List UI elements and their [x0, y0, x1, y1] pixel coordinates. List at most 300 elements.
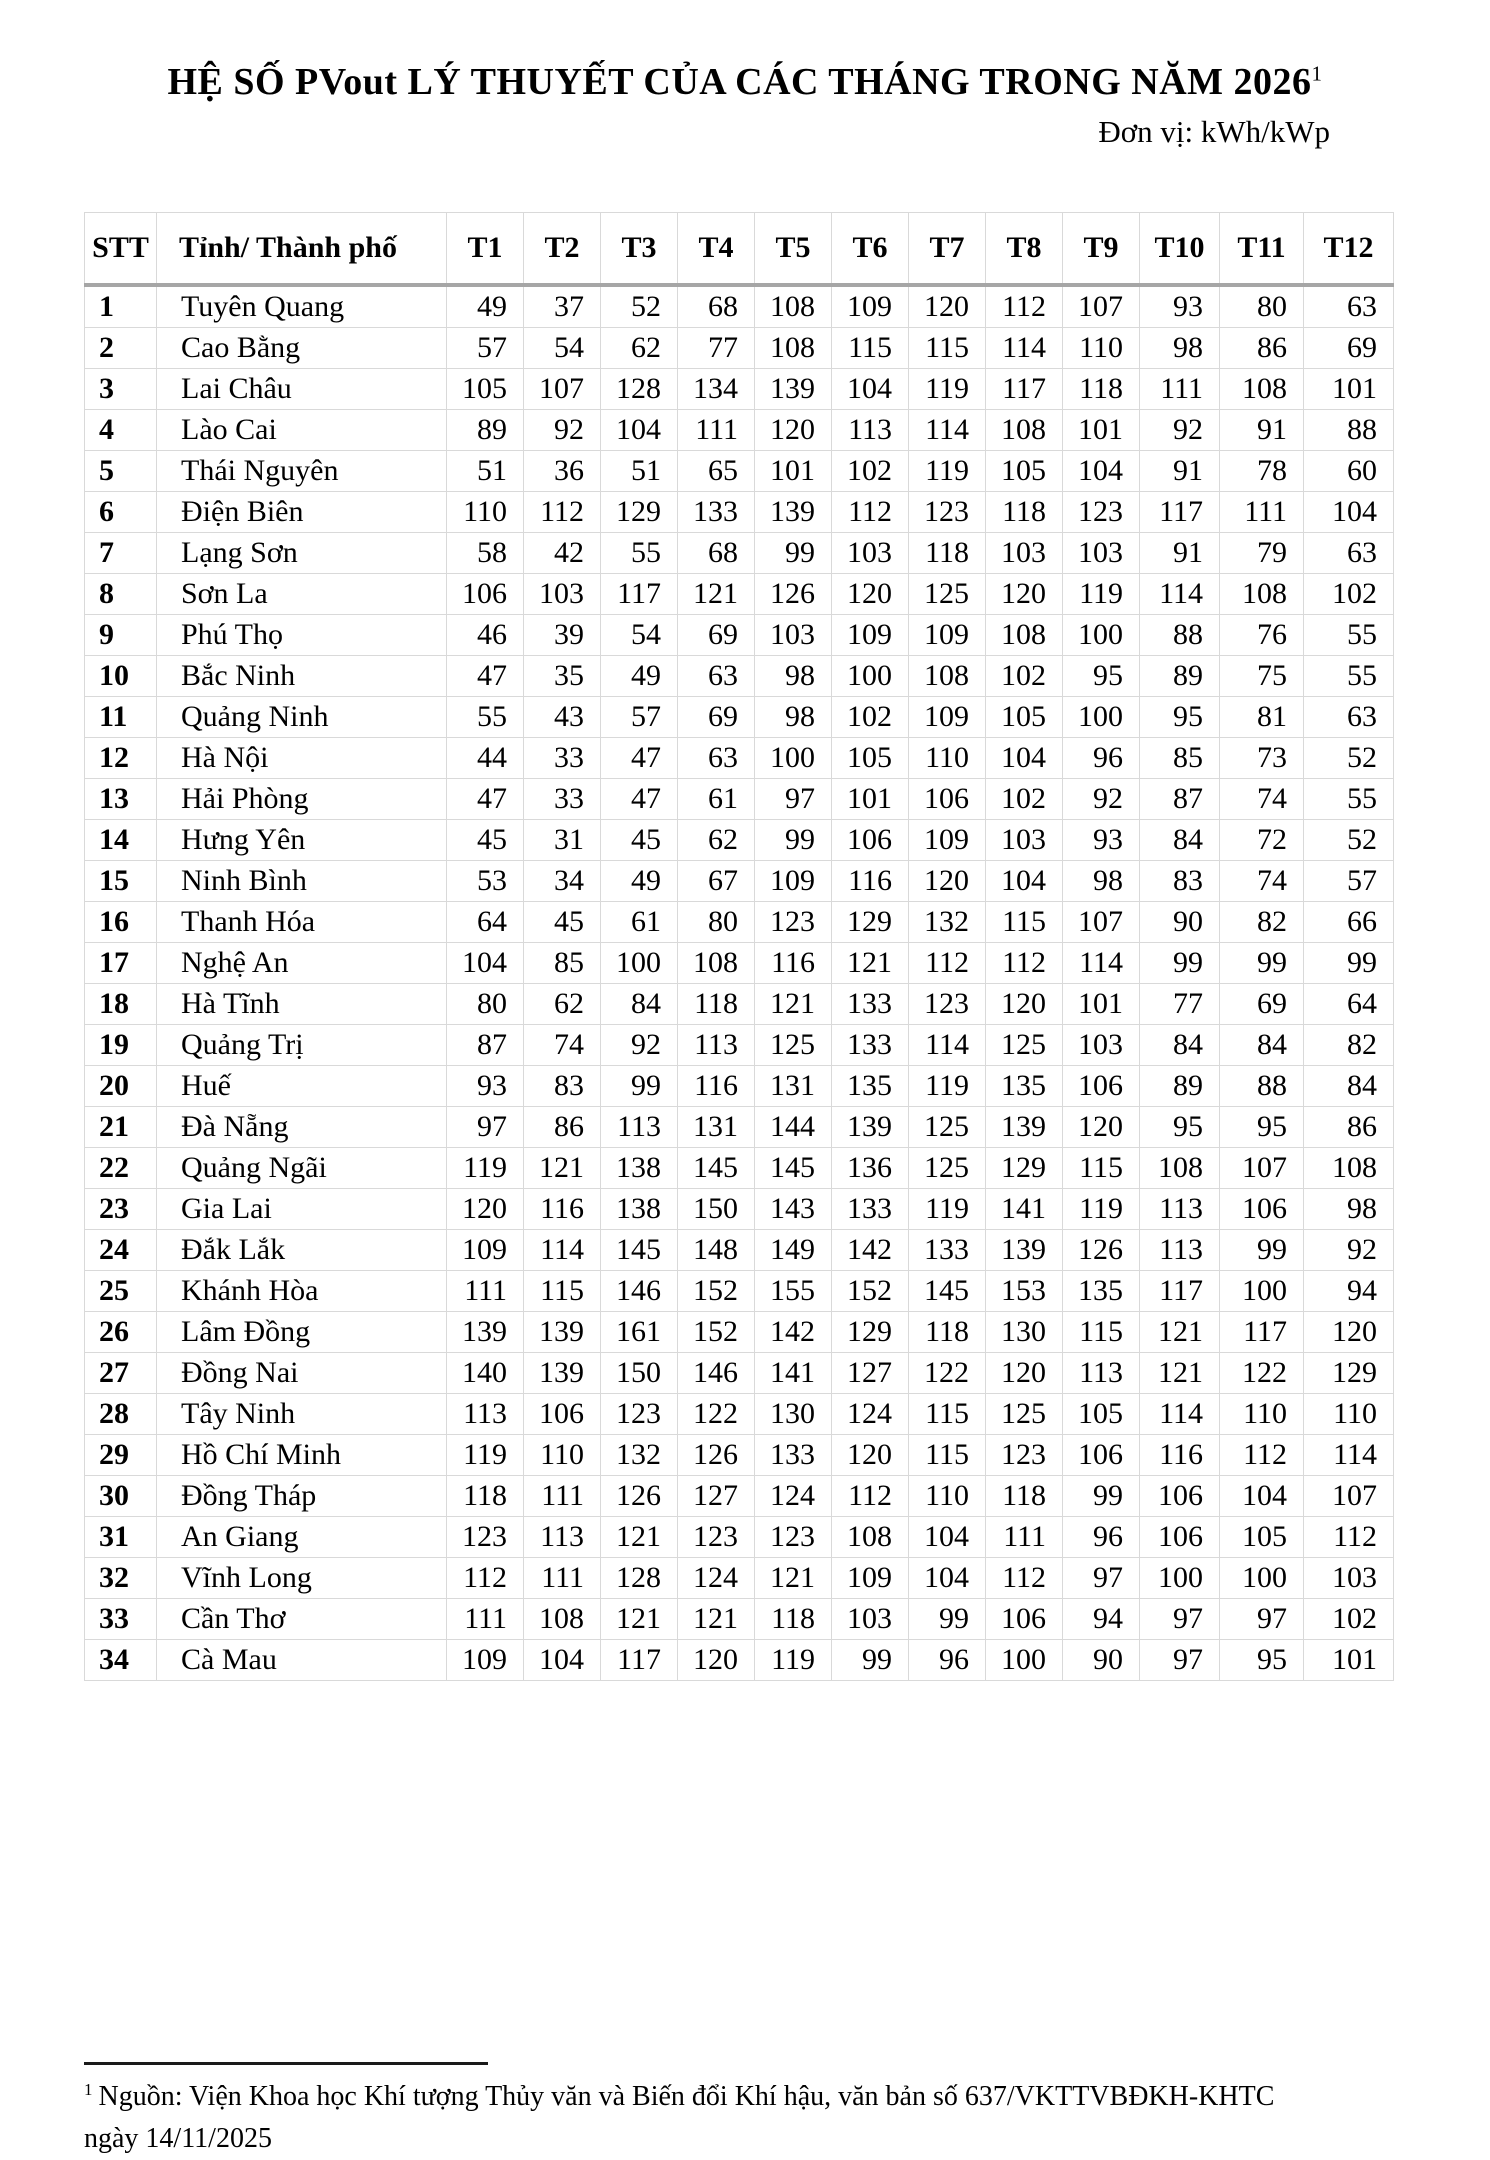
value-t1: 113: [447, 1394, 524, 1435]
value-t10: 99: [1140, 943, 1220, 984]
value-t3: 117: [601, 1640, 678, 1681]
value-t10: 97: [1140, 1599, 1220, 1640]
value-t11: 91: [1220, 410, 1304, 451]
value-t4: 69: [678, 697, 755, 738]
province-name: Đồng Nai: [157, 1353, 447, 1394]
value-t4: 152: [678, 1271, 755, 1312]
value-t7: 109: [909, 697, 986, 738]
value-t12: 103: [1304, 1558, 1394, 1599]
footnote-marker: 1: [84, 2079, 93, 2099]
value-t11: 78: [1220, 451, 1304, 492]
value-t1: 123: [447, 1517, 524, 1558]
value-t6: 103: [832, 1599, 909, 1640]
value-t4: 121: [678, 1599, 755, 1640]
value-t1: 140: [447, 1353, 524, 1394]
value-t10: 106: [1140, 1476, 1220, 1517]
value-t9: 96: [1063, 738, 1140, 779]
value-t3: 117: [601, 574, 678, 615]
row-number: 14: [85, 820, 157, 861]
value-t10: 89: [1140, 1066, 1220, 1107]
value-t9: 118: [1063, 369, 1140, 410]
column-header-t7: T7: [909, 213, 986, 286]
table-row: [85, 1353, 1394, 1394]
value-t5: 97: [755, 779, 832, 820]
value-t2: 108: [524, 1599, 601, 1640]
value-t9: 90: [1063, 1640, 1140, 1681]
value-t8: 130: [986, 1312, 1063, 1353]
value-t7: 119: [909, 451, 986, 492]
column-header-t10: T10: [1140, 213, 1220, 286]
table-row: [85, 1476, 1394, 1517]
value-t3: 121: [601, 1517, 678, 1558]
row-number: 29: [85, 1435, 157, 1476]
value-t9: 93: [1063, 820, 1140, 861]
table-row: [85, 738, 1394, 779]
value-t12: 112: [1304, 1517, 1394, 1558]
value-t11: 107: [1220, 1148, 1304, 1189]
value-t3: 62: [601, 328, 678, 369]
value-t11: 75: [1220, 656, 1304, 697]
value-t4: 63: [678, 738, 755, 779]
table-row: [85, 943, 1394, 984]
value-t9: 103: [1063, 1025, 1140, 1066]
value-t2: 121: [524, 1148, 601, 1189]
table-row: [85, 492, 1394, 533]
value-t5: 101: [755, 451, 832, 492]
province-name: Hải Phòng: [157, 779, 447, 820]
value-t7: 118: [909, 533, 986, 574]
value-t3: 99: [601, 1066, 678, 1107]
value-t11: 81: [1220, 697, 1304, 738]
value-t3: 126: [601, 1476, 678, 1517]
page-title: [0, 60, 1490, 104]
column-header-stt: STT: [85, 213, 157, 286]
table-row: [85, 1271, 1394, 1312]
value-t11: 104: [1220, 1476, 1304, 1517]
value-t5: 121: [755, 984, 832, 1025]
value-t2: 42: [524, 533, 601, 574]
value-t12: 99: [1304, 943, 1394, 984]
value-t2: 31: [524, 820, 601, 861]
row-number: 22: [85, 1148, 157, 1189]
value-t5: 119: [755, 1640, 832, 1681]
value-t7: 99: [909, 1599, 986, 1640]
value-t12: 63: [1304, 533, 1394, 574]
table-row: [85, 984, 1394, 1025]
value-t6: 101: [832, 779, 909, 820]
value-t6: 124: [832, 1394, 909, 1435]
column-header-t4: T4: [678, 213, 755, 286]
value-t11: 111: [1220, 492, 1304, 533]
table-row: [85, 656, 1394, 697]
value-t10: 87: [1140, 779, 1220, 820]
value-t11: 117: [1220, 1312, 1304, 1353]
value-t6: 136: [832, 1148, 909, 1189]
value-t11: 99: [1220, 943, 1304, 984]
value-t7: 132: [909, 902, 986, 943]
value-t3: 145: [601, 1230, 678, 1271]
value-t1: 49: [447, 285, 524, 328]
value-t1: 139: [447, 1312, 524, 1353]
value-t12: 64: [1304, 984, 1394, 1025]
table-body: [85, 285, 1394, 1681]
value-t8: 118: [986, 1476, 1063, 1517]
province-name: Gia Lai: [157, 1189, 447, 1230]
value-t7: 120: [909, 285, 986, 328]
value-t6: 129: [832, 1312, 909, 1353]
value-t1: 111: [447, 1271, 524, 1312]
value-t1: 58: [447, 533, 524, 574]
value-t6: 116: [832, 861, 909, 902]
value-t5: 98: [755, 656, 832, 697]
value-t5: 144: [755, 1107, 832, 1148]
value-t8: 117: [986, 369, 1063, 410]
value-t11: 100: [1220, 1558, 1304, 1599]
value-t6: 112: [832, 492, 909, 533]
value-t5: 120: [755, 410, 832, 451]
value-t1: 89: [447, 410, 524, 451]
value-t4: 118: [678, 984, 755, 1025]
province-name: Đà Nẵng: [157, 1107, 447, 1148]
value-t4: 121: [678, 574, 755, 615]
value-t4: 124: [678, 1558, 755, 1599]
value-t4: 134: [678, 369, 755, 410]
column-header-t6: T6: [832, 213, 909, 286]
value-t2: 139: [524, 1353, 601, 1394]
province-name: Khánh Hòa: [157, 1271, 447, 1312]
province-name: Hà Tĩnh: [157, 984, 447, 1025]
value-t7: 96: [909, 1640, 986, 1681]
value-t12: 55: [1304, 656, 1394, 697]
value-t4: 80: [678, 902, 755, 943]
value-t7: 104: [909, 1517, 986, 1558]
value-t12: 63: [1304, 285, 1394, 328]
value-t8: 105: [986, 697, 1063, 738]
value-t10: 114: [1140, 1394, 1220, 1435]
value-t1: 97: [447, 1107, 524, 1148]
value-t10: 83: [1140, 861, 1220, 902]
value-t3: 47: [601, 738, 678, 779]
value-t5: 99: [755, 820, 832, 861]
row-number: 16: [85, 902, 157, 943]
row-number: 2: [85, 328, 157, 369]
province-name: Hồ Chí Minh: [157, 1435, 447, 1476]
value-t10: 111: [1140, 369, 1220, 410]
table-row: [85, 1148, 1394, 1189]
value-t8: 139: [986, 1107, 1063, 1148]
row-number: 23: [85, 1189, 157, 1230]
value-t1: 119: [447, 1148, 524, 1189]
row-number: 21: [85, 1107, 157, 1148]
value-t11: 82: [1220, 902, 1304, 943]
value-t5: 139: [755, 492, 832, 533]
value-t2: 36: [524, 451, 601, 492]
value-t6: 102: [832, 451, 909, 492]
value-t9: 98: [1063, 861, 1140, 902]
value-t11: 84: [1220, 1025, 1304, 1066]
table-row: [85, 1394, 1394, 1435]
value-t4: 116: [678, 1066, 755, 1107]
value-t12: 107: [1304, 1476, 1394, 1517]
value-t5: 109: [755, 861, 832, 902]
value-t6: 104: [832, 369, 909, 410]
value-t3: 123: [601, 1394, 678, 1435]
value-t5: 142: [755, 1312, 832, 1353]
value-t3: 47: [601, 779, 678, 820]
row-number: 31: [85, 1517, 157, 1558]
value-t7: 123: [909, 492, 986, 533]
row-number: 30: [85, 1476, 157, 1517]
value-t12: 57: [1304, 861, 1394, 902]
value-t2: 110: [524, 1435, 601, 1476]
value-t9: 94: [1063, 1599, 1140, 1640]
table-row: [85, 533, 1394, 574]
value-t9: 92: [1063, 779, 1140, 820]
value-t7: 119: [909, 1066, 986, 1107]
value-t12: 88: [1304, 410, 1394, 451]
value-t11: 105: [1220, 1517, 1304, 1558]
value-t3: 161: [601, 1312, 678, 1353]
value-t1: 80: [447, 984, 524, 1025]
value-t2: 45: [524, 902, 601, 943]
value-t10: 90: [1140, 902, 1220, 943]
value-t6: 109: [832, 1558, 909, 1599]
province-name: Thanh Hóa: [157, 902, 447, 943]
table-row: [85, 1640, 1394, 1681]
province-name: Thái Nguyên: [157, 451, 447, 492]
province-name: Tây Ninh: [157, 1394, 447, 1435]
value-t10: 95: [1140, 697, 1220, 738]
value-t4: 111: [678, 410, 755, 451]
value-t5: 149: [755, 1230, 832, 1271]
value-t5: 99: [755, 533, 832, 574]
value-t3: 52: [601, 285, 678, 328]
table-row: [85, 902, 1394, 943]
value-t5: 123: [755, 1517, 832, 1558]
value-t4: 65: [678, 451, 755, 492]
value-t8: 104: [986, 738, 1063, 779]
province-name: Sơn La: [157, 574, 447, 615]
value-t5: 143: [755, 1189, 832, 1230]
value-t12: 60: [1304, 451, 1394, 492]
province-name: Ninh Bình: [157, 861, 447, 902]
row-number: 25: [85, 1271, 157, 1312]
value-t1: 109: [447, 1640, 524, 1681]
value-t10: 91: [1140, 533, 1220, 574]
value-t2: 104: [524, 1640, 601, 1681]
value-t10: 89: [1140, 656, 1220, 697]
column-header-t2: T2: [524, 213, 601, 286]
value-t2: 54: [524, 328, 601, 369]
value-t6: 135: [832, 1066, 909, 1107]
value-t8: 112: [986, 1558, 1063, 1599]
value-t10: 121: [1140, 1312, 1220, 1353]
province-name: Phú Thọ: [157, 615, 447, 656]
table-row: [85, 779, 1394, 820]
table-row: [85, 1599, 1394, 1640]
value-t2: 39: [524, 615, 601, 656]
column-header-t5: T5: [755, 213, 832, 286]
row-number: 18: [85, 984, 157, 1025]
value-t1: 87: [447, 1025, 524, 1066]
value-t5: 98: [755, 697, 832, 738]
value-t11: 97: [1220, 1599, 1304, 1640]
row-number: 24: [85, 1230, 157, 1271]
value-t12: 69: [1304, 328, 1394, 369]
value-t11: 110: [1220, 1394, 1304, 1435]
value-t2: 37: [524, 285, 601, 328]
value-t6: 121: [832, 943, 909, 984]
province-name: Quảng Ninh: [157, 697, 447, 738]
row-number: 12: [85, 738, 157, 779]
province-name: Huế: [157, 1066, 447, 1107]
table-row: [85, 369, 1394, 410]
row-number: 5: [85, 451, 157, 492]
column-header-t3: T3: [601, 213, 678, 286]
value-t12: 52: [1304, 820, 1394, 861]
value-t9: 107: [1063, 285, 1140, 328]
province-name: Cà Mau: [157, 1640, 447, 1681]
value-t7: 108: [909, 656, 986, 697]
value-t4: 77: [678, 328, 755, 369]
value-t7: 133: [909, 1230, 986, 1271]
value-t9: 115: [1063, 1312, 1140, 1353]
value-t4: 122: [678, 1394, 755, 1435]
value-t3: 104: [601, 410, 678, 451]
value-t3: 138: [601, 1148, 678, 1189]
value-t7: 109: [909, 820, 986, 861]
value-t7: 115: [909, 328, 986, 369]
value-t3: 121: [601, 1599, 678, 1640]
value-t9: 113: [1063, 1353, 1140, 1394]
value-t10: 98: [1140, 328, 1220, 369]
value-t5: 118: [755, 1599, 832, 1640]
value-t3: 84: [601, 984, 678, 1025]
table-row: [85, 285, 1394, 328]
value-t3: 100: [601, 943, 678, 984]
value-t9: 115: [1063, 1148, 1140, 1189]
value-t4: 123: [678, 1517, 755, 1558]
value-t8: 135: [986, 1066, 1063, 1107]
value-t10: 93: [1140, 285, 1220, 328]
value-t12: 55: [1304, 779, 1394, 820]
row-number: 19: [85, 1025, 157, 1066]
value-t11: 86: [1220, 328, 1304, 369]
value-t7: 125: [909, 1107, 986, 1148]
value-t9: 126: [1063, 1230, 1140, 1271]
province-name: Lâm Đồng: [157, 1312, 447, 1353]
value-t6: 120: [832, 1435, 909, 1476]
value-t12: 114: [1304, 1435, 1394, 1476]
value-t4: 113: [678, 1025, 755, 1066]
value-t12: 98: [1304, 1189, 1394, 1230]
table-row: [85, 1230, 1394, 1271]
value-t11: 79: [1220, 533, 1304, 574]
value-t1: 53: [447, 861, 524, 902]
value-t9: 100: [1063, 615, 1140, 656]
value-t3: 49: [601, 656, 678, 697]
value-t10: 91: [1140, 451, 1220, 492]
value-t6: 109: [832, 615, 909, 656]
value-t2: 33: [524, 738, 601, 779]
province-name: An Giang: [157, 1517, 447, 1558]
value-t9: 103: [1063, 533, 1140, 574]
value-t6: 129: [832, 902, 909, 943]
value-t8: 120: [986, 984, 1063, 1025]
row-number: 15: [85, 861, 157, 902]
value-t6: 102: [832, 697, 909, 738]
pvout-table: [84, 212, 1394, 1681]
table-row: [85, 451, 1394, 492]
value-t12: 82: [1304, 1025, 1394, 1066]
value-t1: 109: [447, 1230, 524, 1271]
value-t5: 103: [755, 615, 832, 656]
value-t3: 61: [601, 902, 678, 943]
value-t2: 43: [524, 697, 601, 738]
table-row: [85, 1435, 1394, 1476]
value-t2: 139: [524, 1312, 601, 1353]
value-t9: 100: [1063, 697, 1140, 738]
value-t9: 106: [1063, 1435, 1140, 1476]
value-t1: 47: [447, 779, 524, 820]
value-t10: 117: [1140, 1271, 1220, 1312]
row-number: 32: [85, 1558, 157, 1599]
value-t1: 93: [447, 1066, 524, 1107]
province-name: Hà Nội: [157, 738, 447, 779]
value-t7: 145: [909, 1271, 986, 1312]
province-name: Quảng Ngãi: [157, 1148, 447, 1189]
value-t7: 110: [909, 1476, 986, 1517]
value-t12: 86: [1304, 1107, 1394, 1148]
value-t1: 112: [447, 1558, 524, 1599]
value-t10: 114: [1140, 574, 1220, 615]
row-number: 28: [85, 1394, 157, 1435]
value-t9: 95: [1063, 656, 1140, 697]
column-header-t11: T11: [1220, 213, 1304, 286]
value-t3: 45: [601, 820, 678, 861]
value-t12: 55: [1304, 615, 1394, 656]
value-t5: 145: [755, 1148, 832, 1189]
value-t2: 114: [524, 1230, 601, 1271]
province-name: Lào Cai: [157, 410, 447, 451]
value-t12: 52: [1304, 738, 1394, 779]
value-t12: 102: [1304, 574, 1394, 615]
value-t4: 148: [678, 1230, 755, 1271]
row-number: 8: [85, 574, 157, 615]
row-number: 6: [85, 492, 157, 533]
value-t8: 111: [986, 1517, 1063, 1558]
table-row: [85, 1066, 1394, 1107]
row-number: 13: [85, 779, 157, 820]
value-t8: 102: [986, 779, 1063, 820]
value-t11: 122: [1220, 1353, 1304, 1394]
value-t8: 103: [986, 533, 1063, 574]
value-t8: 120: [986, 574, 1063, 615]
value-t12: 104: [1304, 492, 1394, 533]
value-t2: 34: [524, 861, 601, 902]
province-name: Cần Thơ: [157, 1599, 447, 1640]
value-t12: 120: [1304, 1312, 1394, 1353]
value-t9: 101: [1063, 410, 1140, 451]
value-t4: 61: [678, 779, 755, 820]
value-t12: 102: [1304, 1599, 1394, 1640]
value-t7: 106: [909, 779, 986, 820]
value-t7: 120: [909, 861, 986, 902]
value-t6: 139: [832, 1107, 909, 1148]
value-t6: 133: [832, 984, 909, 1025]
value-t4: 69: [678, 615, 755, 656]
value-t8: 120: [986, 1353, 1063, 1394]
